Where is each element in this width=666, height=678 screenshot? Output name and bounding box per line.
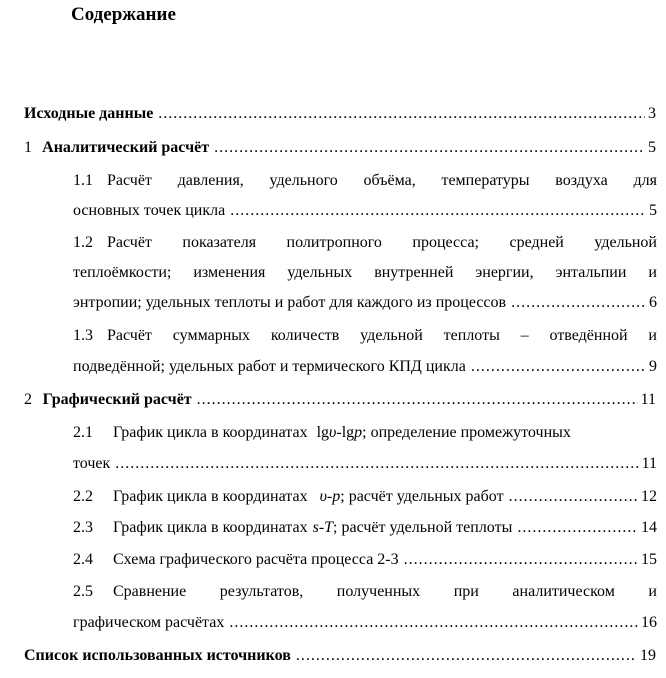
dot-leader [115,454,638,474]
variable-v: υ [319,488,327,505]
toc-text-line: основных точек цикла [73,202,226,219]
variable-T: T [324,519,334,536]
toc-text-fragment: График цикла в координатах [113,424,308,441]
dot-leader [158,104,645,124]
variable-s: s [312,519,319,536]
toc-text-fragment: График цикла в координатах [113,488,308,505]
toc-entry-2-3[interactable] [73,518,657,538]
dot-leader [229,613,638,633]
toc-label: Исходные данные [24,105,154,122]
toc-text-fragment: -lg [336,424,355,441]
toc-entry-references[interactable] [24,646,656,666]
variable-p: p [332,488,341,505]
toc-text-line: Расчёт суммарных количеств удельной теплоты – отведённой и [107,327,657,344]
toc-text-fragment: ; расчёт удельных работ [340,488,504,505]
toc-page-number: 5 [648,139,656,156]
toc-number: 2.1 [73,424,93,441]
toc-number: 1.3 [73,327,93,344]
toc-number: 2.2 [73,488,93,505]
toc-page-number: 6 [649,294,657,311]
toc-page-number: 11 [641,455,657,472]
dot-leader [517,518,638,538]
toc-page-number: 19 [640,647,656,664]
toc-number: 2.5 [73,583,93,600]
dot-leader [404,550,638,570]
toc-page-number: 14 [641,519,657,536]
toc-label: Схема графического расчёта процесса 2-3 [113,551,399,568]
toc-page-number: 16 [641,614,657,631]
toc-text-line: Сравнение результатов, полученных при аналитическом и [113,583,657,600]
dot-leader [230,201,646,221]
toc-number: 2 [24,391,32,408]
toc-number: 2.4 [73,551,93,568]
variable-p: p [354,424,363,441]
page-title: Содержание [71,4,176,25]
toc-text-fragment: - [318,519,325,536]
toc-text-fragment: График цикла в координатах [113,519,308,536]
toc-text-line: графическом расчётах [73,614,225,631]
toc-number: 1.2 [73,234,93,251]
variable-v: υ [329,424,337,441]
toc-text-fragment: - [326,488,333,505]
toc-page-number: 3 [648,105,656,122]
toc-text-line: подведённой; удельных работ и термического КПД цикла [73,358,466,375]
toc-page-number: 9 [649,358,657,375]
dot-leader [197,390,638,410]
toc-number: 2.3 [73,519,93,536]
dot-leader [509,487,638,507]
toc-entry-intro[interactable] [24,104,656,124]
toc-text-fragment: ; определение промежуточных [362,424,571,441]
toc-page-number: 12 [641,488,657,505]
toc-text-line: Расчёт показателя политропного процесса; средней удельной [107,234,657,251]
toc-text-fragment: ; расчёт удельной теплоты [333,519,513,536]
toc-text-line: Расчёт давления, удельного объёма, температуры воздуха для [107,172,657,189]
toc-label: Список использованных источников [24,647,291,664]
toc-text-fragment: lg [316,424,330,441]
toc-entry-2-4[interactable] [73,550,657,570]
toc-page-number: 5 [649,202,657,219]
toc-entry-section-1[interactable] [24,138,656,158]
toc-label: Аналитический расчёт [42,139,210,156]
toc-text-line: точек [73,455,111,472]
toc-number: 1 [24,139,32,156]
dot-leader [511,293,646,313]
toc-entry-2-2[interactable] [73,487,657,507]
toc-label: Графический расчёт [42,391,192,408]
dot-leader [214,138,645,158]
toc-text-line: теплоёмкости; изменения удельных внутренней энергии, энтальпии и [73,264,657,281]
toc-text-line: энтропии; удельных теплоты и работ для каждого из процессов [73,294,507,311]
toc-entry-section-2[interactable] [24,390,656,410]
toc-page-number: 11 [640,391,656,408]
dot-leader [471,357,646,377]
toc-number: 1.1 [73,172,93,189]
toc-page-number: 15 [641,551,657,568]
dot-leader [296,646,637,666]
